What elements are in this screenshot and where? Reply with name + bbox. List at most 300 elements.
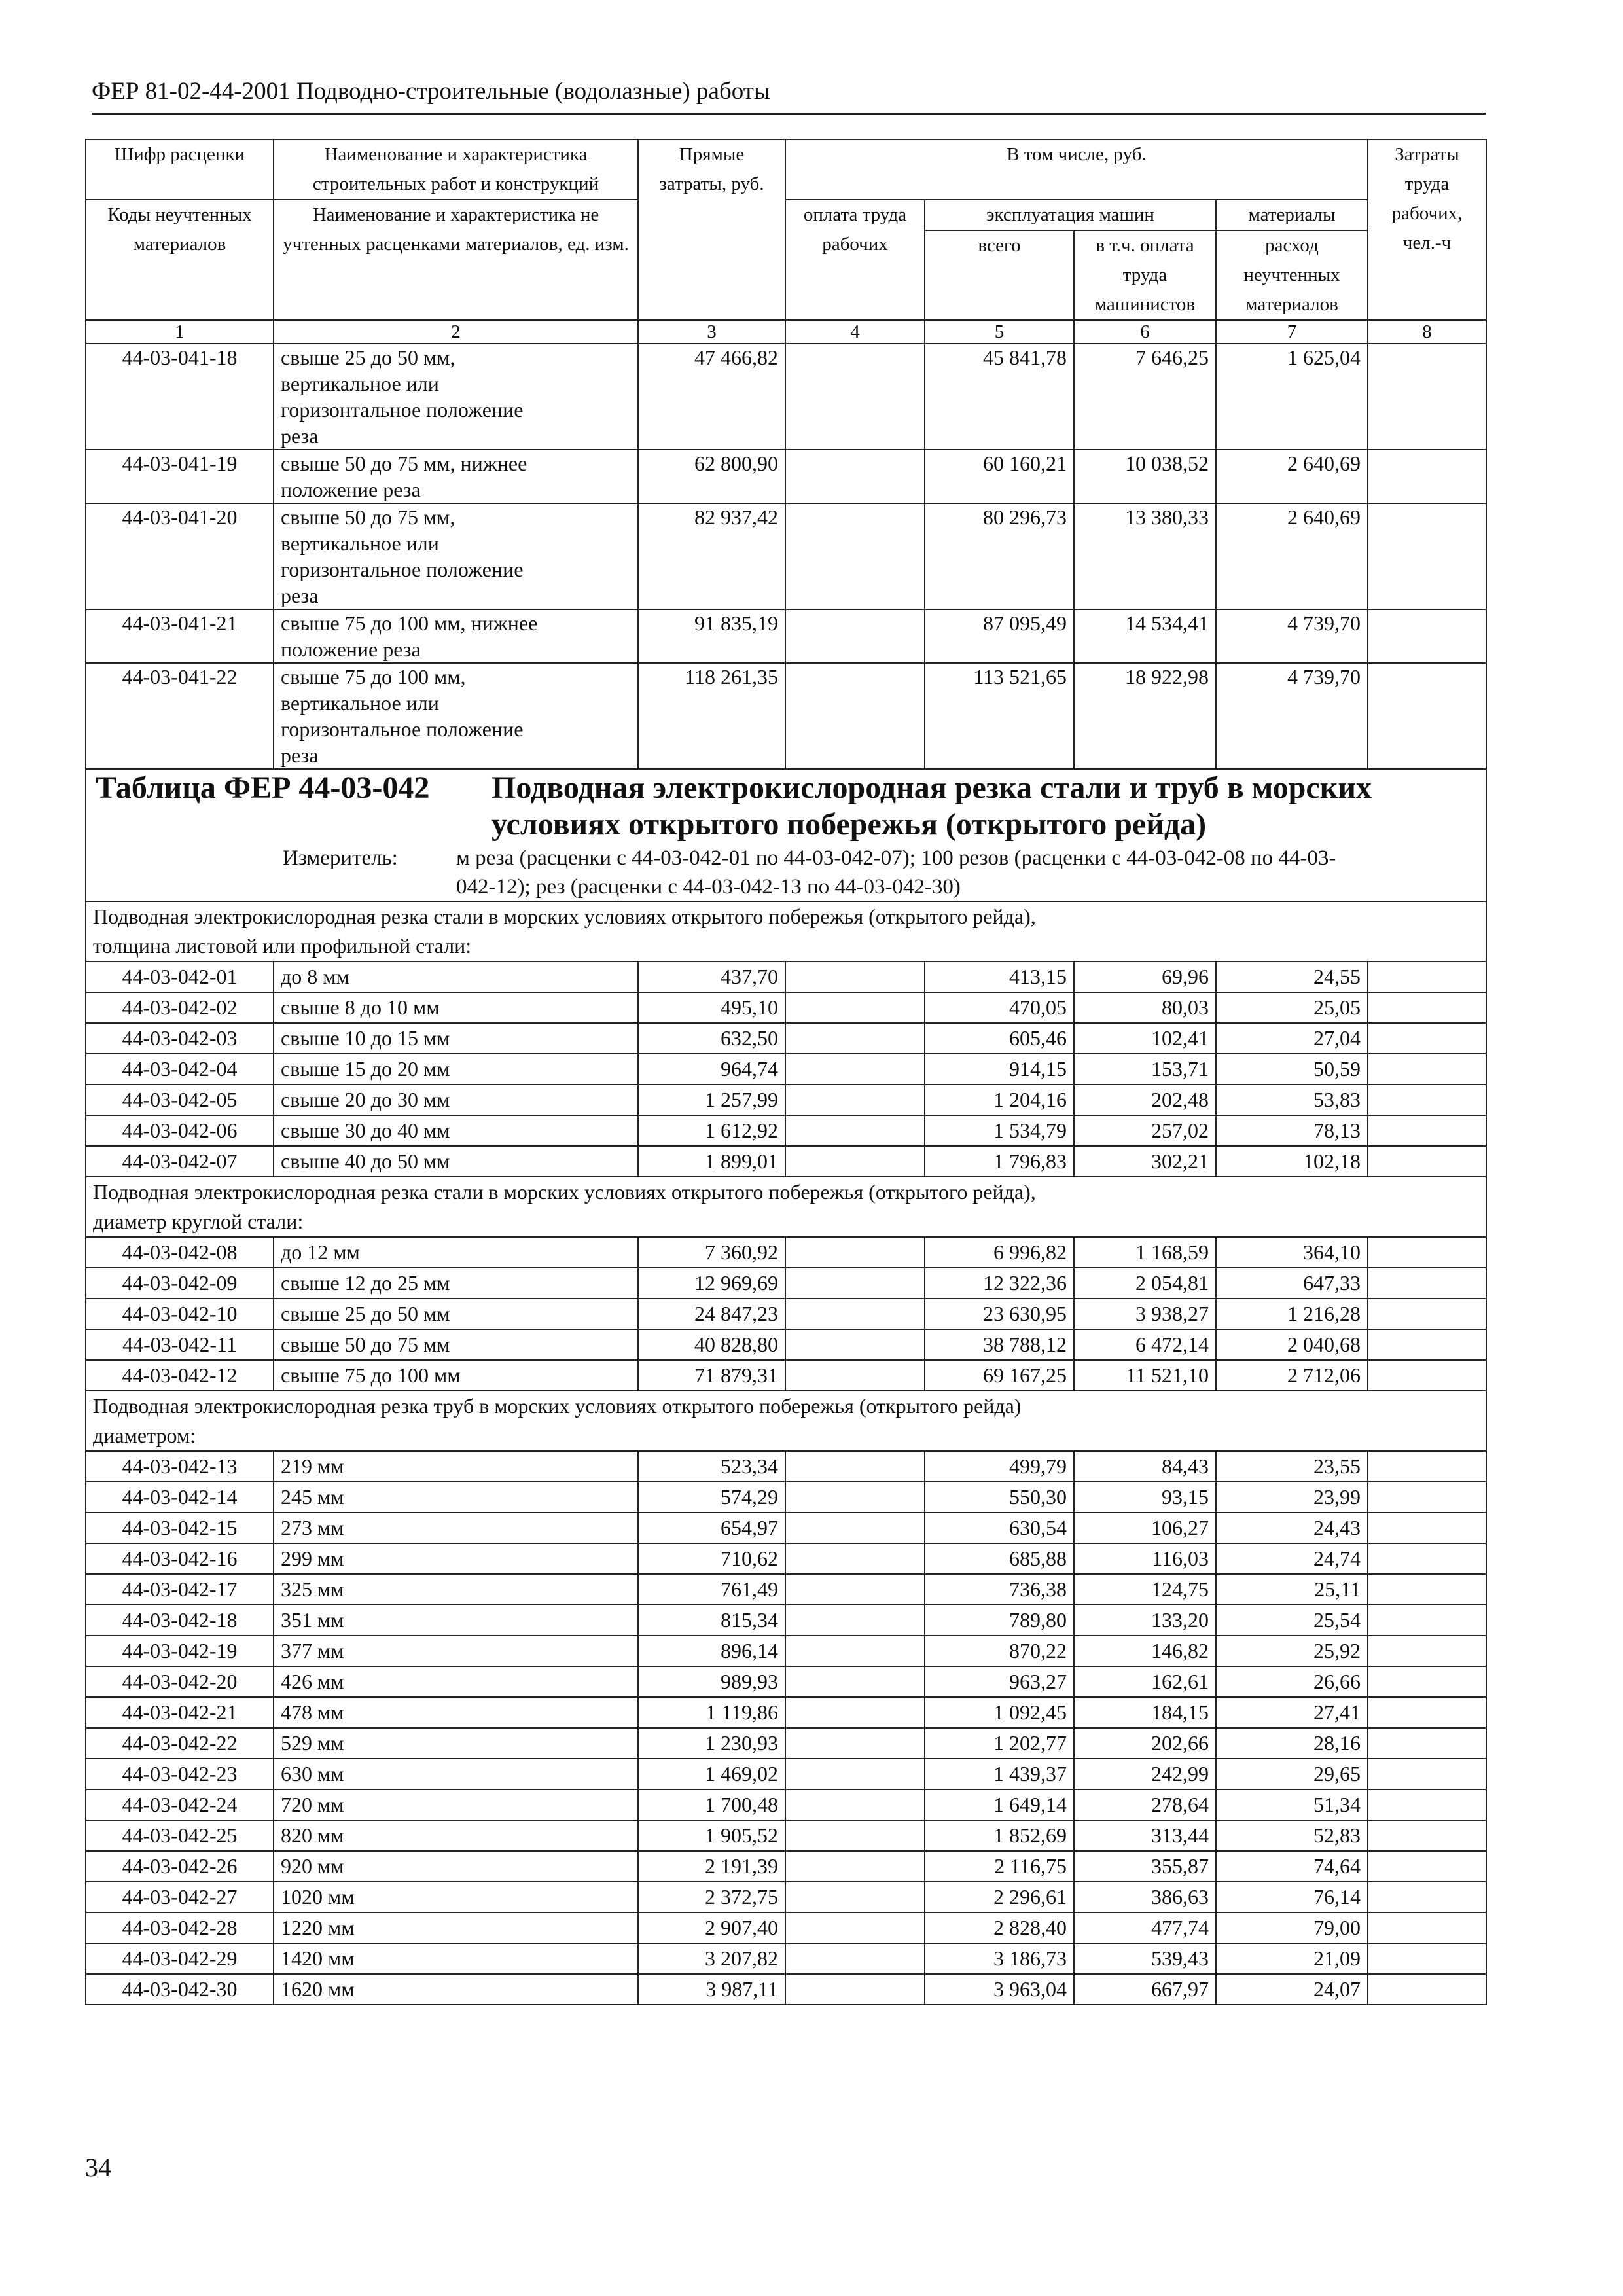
cell-code: 44-03-042-11 [86, 1329, 274, 1360]
table-row [86, 961, 1486, 992]
cell-description: 720 мм [274, 1789, 638, 1820]
cell-materials: 25,54 [1216, 1605, 1368, 1636]
cell-code: 44-03-042-05 [86, 1085, 274, 1115]
cell-machines-total: 1 534,79 [925, 1115, 1074, 1146]
header-direct-costs: Прямые затраты, руб. [638, 139, 785, 320]
cell-code: 44-03-042-06 [86, 1115, 274, 1146]
cell-code: 44-03-042-28 [86, 1912, 274, 1943]
cell-direct-costs: 1 230,93 [638, 1728, 785, 1759]
cell-direct-costs: 1 257,99 [638, 1085, 785, 1115]
description-line: вертикальное или [281, 531, 439, 555]
cell-wages [785, 1513, 925, 1543]
cell-labor [1368, 992, 1486, 1023]
cell-labor [1368, 1820, 1486, 1851]
cell-materials: 27,41 [1216, 1697, 1368, 1728]
cell-labor [1368, 1237, 1486, 1268]
cell-machines-wages: 69,96 [1074, 961, 1216, 992]
cell-code: 44-03-042-01 [86, 961, 274, 992]
cell-materials: 24,74 [1216, 1543, 1368, 1574]
cell-labor [1368, 1451, 1486, 1482]
cell-machines-wages: 11 521,10 [1074, 1360, 1216, 1391]
cell-direct-costs: 40 828,80 [638, 1329, 785, 1360]
cell-materials: 53,83 [1216, 1085, 1368, 1115]
cell-labor [1368, 1023, 1486, 1054]
header-including: В том числе, руб. [785, 139, 1368, 200]
cell-materials: 2 640,69 [1216, 450, 1368, 503]
cell-direct-costs: 12 969,69 [638, 1268, 785, 1299]
header-machines-total: всего [925, 230, 1074, 320]
cell-direct-costs: 91 835,19 [638, 609, 785, 663]
meter-line [93, 873, 1479, 901]
cell-labor [1368, 1759, 1486, 1789]
cell-machines-wages: 102,41 [1074, 1023, 1216, 1054]
cell-direct-costs: 523,34 [638, 1451, 785, 1482]
cell-machines-total: 60 160,21 [925, 450, 1074, 503]
description-line: свыше 25 до 50 мм, [281, 346, 455, 369]
table-row [86, 1513, 1486, 1543]
cell-wages [785, 1085, 925, 1115]
cell-machines-total: 470,05 [925, 992, 1074, 1023]
cell-materials: 25,92 [1216, 1636, 1368, 1666]
cell-code: 44-03-042-09 [86, 1268, 274, 1299]
table-title [86, 769, 1486, 901]
cell-wages [785, 1943, 925, 1974]
description-line: свыше 75 до 100 мм, нижнее [281, 611, 538, 635]
cell-wages [785, 1636, 925, 1666]
cell-description: 820 мм [274, 1820, 638, 1851]
cell-description: до 8 мм [274, 961, 638, 992]
cell-machines-wages: 10 038,52 [1074, 450, 1216, 503]
cell-materials: 24,43 [1216, 1513, 1368, 1543]
cell-code: 44-03-042-24 [86, 1789, 274, 1820]
cell-description [274, 450, 638, 503]
cell-code: 44-03-042-14 [86, 1482, 274, 1513]
cell-labor [1368, 1085, 1486, 1115]
cell-machines-total: 69 167,25 [925, 1360, 1074, 1391]
cell-labor [1368, 503, 1486, 609]
cell-wages [785, 1482, 925, 1513]
cell-materials: 21,09 [1216, 1943, 1368, 1974]
cell-description [274, 344, 638, 450]
cell-materials: 1 625,04 [1216, 344, 1368, 450]
cell-direct-costs: 2 191,39 [638, 1851, 785, 1882]
cell-machines-wages: 14 534,41 [1074, 609, 1216, 663]
table-row [86, 1789, 1486, 1820]
cell-wages [785, 1728, 925, 1759]
cell-description: 1220 мм [274, 1912, 638, 1943]
cell-direct-costs: 437,70 [638, 961, 785, 992]
cell-labor [1368, 1360, 1486, 1391]
cell-direct-costs: 1 905,52 [638, 1820, 785, 1851]
cell-direct-costs: 82 937,42 [638, 503, 785, 609]
table-row [86, 1360, 1486, 1391]
cell-materials: 23,55 [1216, 1451, 1368, 1482]
cell-machines-wages: 539,43 [1074, 1943, 1216, 1974]
cell-description: свыше 50 до 75 мм [274, 1329, 638, 1360]
cell-direct-costs: 7 360,92 [638, 1237, 785, 1268]
table-name: условиях открытого побережья (открытого рейда) [491, 807, 1207, 842]
cell-wages [785, 1054, 925, 1085]
cell-code: 44-03-042-25 [86, 1820, 274, 1851]
header-name-bottom: Наименование и характеристика не учтенных расценками материалов, ед. изм. [274, 200, 638, 320]
cell-materials: 2 640,69 [1216, 503, 1368, 609]
cell-description [274, 609, 638, 663]
cell-description: 219 мм [274, 1451, 638, 1482]
cell-wages [785, 1543, 925, 1574]
cell-direct-costs: 495,10 [638, 992, 785, 1023]
cell-wages [785, 1360, 925, 1391]
cell-wages [785, 1697, 925, 1728]
cell-machines-wages: 184,15 [1074, 1697, 1216, 1728]
cell-labor [1368, 1666, 1486, 1697]
cell-labor [1368, 344, 1486, 450]
cell-machines-wages: 146,82 [1074, 1636, 1216, 1666]
cell-machines-total: 38 788,12 [925, 1329, 1074, 1360]
cell-machines-wages: 278,64 [1074, 1789, 1216, 1820]
table-row [86, 1451, 1486, 1482]
table-title-line [93, 806, 1479, 843]
cell-machines-total: 550,30 [925, 1482, 1074, 1513]
cell-code: 44-03-042-29 [86, 1943, 274, 1974]
description-line: свыше 75 до 100 мм, [281, 665, 466, 689]
cell-description: 920 мм [274, 1851, 638, 1882]
cell-machines-total: 630,54 [925, 1513, 1074, 1543]
cell-wages [785, 1912, 925, 1943]
description-line: горизонтальное положение [281, 558, 524, 581]
cell-direct-costs: 632,50 [638, 1023, 785, 1054]
cell-code: 44-03-042-15 [86, 1513, 274, 1543]
table-row [86, 1146, 1486, 1177]
cell-wages [785, 961, 925, 992]
cell-code: 44-03-041-20 [86, 503, 274, 609]
cell-materials: 28,16 [1216, 1728, 1368, 1759]
cell-machines-wages: 667,97 [1074, 1974, 1216, 2005]
cell-materials: 23,99 [1216, 1482, 1368, 1513]
cell-labor [1368, 1789, 1486, 1820]
cell-materials: 51,34 [1216, 1789, 1368, 1820]
meter-label: Измеритель: [283, 846, 398, 870]
table-row [86, 1605, 1486, 1636]
cell-machines-total: 12 322,36 [925, 1268, 1074, 1299]
cell-labor [1368, 1054, 1486, 1085]
cell-wages [785, 609, 925, 663]
cell-wages [785, 1146, 925, 1177]
cell-machines-wages: 1 168,59 [1074, 1237, 1216, 1268]
cell-wages [785, 1605, 925, 1636]
cell-labor [1368, 1943, 1486, 1974]
cell-wages [785, 1851, 925, 1882]
cell-machines-wages: 6 472,14 [1074, 1329, 1216, 1360]
cell-direct-costs: 3 987,11 [638, 1974, 785, 2005]
cell-direct-costs: 1 899,01 [638, 1146, 785, 1177]
cell-machines-total: 2 296,61 [925, 1882, 1074, 1912]
cell-machines-wages: 313,44 [1074, 1820, 1216, 1851]
description-line: положение реза [281, 478, 421, 501]
cell-machines-total: 914,15 [925, 1054, 1074, 1085]
cell-machines-wages: 162,61 [1074, 1666, 1216, 1697]
cell-description: 478 мм [274, 1697, 638, 1728]
cell-machines-wages: 106,27 [1074, 1513, 1216, 1543]
cell-direct-costs: 815,34 [638, 1605, 785, 1636]
table-code: Таблица ФЕР 44-03-042 [96, 770, 430, 805]
table-row [86, 1697, 1486, 1728]
table-row [86, 1851, 1486, 1882]
cell-machines-total: 3 963,04 [925, 1974, 1074, 2005]
cell-machines-wages: 3 938,27 [1074, 1299, 1216, 1329]
cell-labor [1368, 1482, 1486, 1513]
cell-wages [785, 663, 925, 769]
table-row [86, 1329, 1486, 1360]
cell-description: 245 мм [274, 1482, 638, 1513]
cell-materials: 52,83 [1216, 1820, 1368, 1851]
cell-wages [785, 1268, 925, 1299]
meter-text: 042-12); рез (расценки с 44-03-042-13 по 44-03-042-30) [456, 875, 961, 899]
description-line: реза [281, 584, 319, 607]
cell-wages [785, 1329, 925, 1360]
cell-description: 630 мм [274, 1759, 638, 1789]
cell-description: свыше 12 до 25 мм [274, 1268, 638, 1299]
cell-direct-costs: 654,97 [638, 1513, 785, 1543]
cell-materials: 1 216,28 [1216, 1299, 1368, 1329]
description-line: горизонтальное положение [281, 398, 524, 422]
cell-description: свыше 40 до 50 мм [274, 1146, 638, 1177]
cell-machines-wages: 477,74 [1074, 1912, 1216, 1943]
cell-description: 426 мм [274, 1666, 638, 1697]
cell-machines-total: 113 521,65 [925, 663, 1074, 769]
cell-machines-total: 1 796,83 [925, 1146, 1074, 1177]
cell-wages [785, 1666, 925, 1697]
table-row [86, 1023, 1486, 1054]
cell-code: 44-03-042-17 [86, 1574, 274, 1605]
cell-machines-total: 789,80 [925, 1605, 1074, 1636]
cell-wages [785, 1820, 925, 1851]
table-row [86, 1054, 1486, 1085]
cell-description: 377 мм [274, 1636, 638, 1666]
cell-wages [785, 1299, 925, 1329]
description-line: реза [281, 744, 319, 767]
cell-direct-costs: 47 466,82 [638, 344, 785, 450]
table-row [86, 1636, 1486, 1666]
table-title-line [93, 770, 1479, 806]
cell-machines-wages: 18 922,98 [1074, 663, 1216, 769]
cell-wages [785, 1574, 925, 1605]
cell-direct-costs: 1 612,92 [638, 1115, 785, 1146]
description-line: вертикальное или [281, 372, 439, 395]
cell-materials: 29,65 [1216, 1759, 1368, 1789]
cell-description: 299 мм [274, 1543, 638, 1574]
cell-wages [785, 1882, 925, 1912]
section-title [86, 1177, 1486, 1237]
cell-materials: 647,33 [1216, 1268, 1368, 1299]
cell-labor [1368, 1329, 1486, 1360]
header-materials-sub: расход неучтенных материалов [1216, 230, 1368, 320]
cell-materials: 102,18 [1216, 1146, 1368, 1177]
cell-direct-costs: 989,93 [638, 1666, 785, 1697]
cell-machines-total: 1 439,37 [925, 1759, 1074, 1789]
cell-description: свыше 15 до 20 мм [274, 1054, 638, 1085]
cell-direct-costs: 964,74 [638, 1054, 785, 1085]
cell-materials: 25,11 [1216, 1574, 1368, 1605]
table-row [86, 992, 1486, 1023]
column-number: 7 [1216, 320, 1368, 344]
cell-code: 44-03-041-19 [86, 450, 274, 503]
description-line: положение реза [281, 637, 421, 661]
cell-machines-total: 2 828,40 [925, 1912, 1074, 1943]
table-row [86, 1299, 1486, 1329]
cell-machines-total: 80 296,73 [925, 503, 1074, 609]
cell-code: 44-03-042-19 [86, 1636, 274, 1666]
table-code-spacer [93, 806, 491, 843]
cell-direct-costs: 1 700,48 [638, 1789, 785, 1820]
cell-machines-wages: 133,20 [1074, 1605, 1216, 1636]
cell-description: 325 мм [274, 1574, 638, 1605]
cell-machines-wages: 302,21 [1074, 1146, 1216, 1177]
header-machines: эксплуатация машин [925, 200, 1216, 230]
cell-labor [1368, 1851, 1486, 1882]
section-title-line: Подводная электрокислородная резка стали в морских условиях открытого побережья (открытого рейда), [93, 1180, 1036, 1204]
cell-description [274, 503, 638, 609]
description-line: свыше 50 до 75 мм, [281, 505, 455, 529]
cell-materials: 50,59 [1216, 1054, 1368, 1085]
cell-direct-costs: 71 879,31 [638, 1360, 785, 1391]
header-name-top: Наименование и характеристика строительных работ и конструкций [274, 139, 638, 200]
cell-description: свыше 30 до 40 мм [274, 1115, 638, 1146]
cell-code: 44-03-042-20 [86, 1666, 274, 1697]
cell-machines-wages: 202,66 [1074, 1728, 1216, 1759]
meter-text: м реза (расценки с 44-03-042-01 по 44-03-042-07); 100 резов (расценки с 44-03-042-08 по 44-03- [456, 846, 1336, 870]
section-title-line: толщина листовой или профильной стали: [93, 934, 472, 958]
cell-description: 1620 мм [274, 1974, 638, 2005]
cell-machines-total: 870,22 [925, 1636, 1074, 1666]
table-row [86, 1820, 1486, 1851]
cell-wages [785, 1023, 925, 1054]
cell-labor [1368, 1636, 1486, 1666]
cell-code: 44-03-042-22 [86, 1728, 274, 1759]
cell-description: 273 мм [274, 1513, 638, 1543]
cell-wages [785, 344, 925, 450]
cell-code: 44-03-041-22 [86, 663, 274, 769]
cell-materials: 24,07 [1216, 1974, 1368, 2005]
cell-code: 44-03-042-23 [86, 1759, 274, 1789]
column-number: 5 [925, 320, 1074, 344]
cell-machines-total: 685,88 [925, 1543, 1074, 1574]
meter-label-spacer [93, 873, 456, 901]
cell-machines-wages: 116,03 [1074, 1543, 1216, 1574]
cell-materials: 25,05 [1216, 992, 1368, 1023]
cell-description: свыше 8 до 10 мм [274, 992, 638, 1023]
column-number: 8 [1368, 320, 1486, 344]
cell-machines-total: 45 841,78 [925, 344, 1074, 450]
cell-code: 44-03-042-03 [86, 1023, 274, 1054]
description-line: свыше 50 до 75 мм, нижнее [281, 452, 527, 475]
price-table [85, 139, 1487, 2005]
column-number: 2 [274, 320, 638, 344]
column-number: 3 [638, 320, 785, 344]
column-number: 1 [86, 320, 274, 344]
page-header: ФЕР 81-02-44-2001 Подводно-строительные (водолазные) работы [92, 77, 1486, 115]
cell-machines-total: 1 649,14 [925, 1789, 1074, 1820]
cell-materials: 79,00 [1216, 1912, 1368, 1943]
cell-code: 44-03-042-08 [86, 1237, 274, 1268]
cell-machines-total: 736,38 [925, 1574, 1074, 1605]
cell-labor [1368, 1912, 1486, 1943]
cell-machines-wages: 355,87 [1074, 1851, 1216, 1882]
cell-machines-total: 1 092,45 [925, 1697, 1074, 1728]
section-title-line: Подводная электрокислородная резка стали в морских условиях открытого побережья (открытого рейда), [93, 905, 1036, 928]
cell-direct-costs: 2 372,75 [638, 1882, 785, 1912]
cell-labor [1368, 1513, 1486, 1543]
cell-direct-costs: 761,49 [638, 1574, 785, 1605]
header-materials: материалы [1216, 200, 1368, 230]
cell-machines-total: 23 630,95 [925, 1299, 1074, 1329]
cell-description: 1020 мм [274, 1882, 638, 1912]
cell-labor [1368, 450, 1486, 503]
cell-code: 44-03-042-13 [86, 1451, 274, 1482]
cell-machines-total: 3 186,73 [925, 1943, 1074, 1974]
cell-description: до 12 мм [274, 1237, 638, 1268]
cell-description: 1420 мм [274, 1943, 638, 1974]
table-row [86, 1115, 1486, 1146]
cell-code: 44-03-042-26 [86, 1851, 274, 1882]
table-row [86, 1943, 1486, 1974]
cell-labor [1368, 1697, 1486, 1728]
cell-materials: 2 712,06 [1216, 1360, 1368, 1391]
cell-machines-wages: 13 380,33 [1074, 503, 1216, 609]
section-title-line: диаметр круглой стали: [93, 1210, 304, 1233]
cell-labor [1368, 1146, 1486, 1177]
cell-machines-total: 1 204,16 [925, 1085, 1074, 1115]
table-name: Подводная электрокислородная резка стали и труб в морских [491, 770, 1372, 805]
cell-wages [785, 1974, 925, 2005]
section-title [86, 1391, 1486, 1451]
cell-code: 44-03-041-21 [86, 609, 274, 663]
cell-materials: 76,14 [1216, 1882, 1368, 1912]
section-title-line: Подводная электрокислородная резка труб в морских условиях открытого побережья (открытого рейда) [93, 1394, 1022, 1418]
cell-materials: 2 040,68 [1216, 1329, 1368, 1360]
header-machines-wages: в т.ч. оплата труда машинистов [1074, 230, 1216, 320]
page-number: 34 [85, 2153, 111, 2182]
cell-materials: 26,66 [1216, 1666, 1368, 1697]
cell-description: свыше 20 до 30 мм [274, 1085, 638, 1115]
table-row [86, 1237, 1486, 1268]
cell-machines-wages: 7 646,25 [1074, 344, 1216, 450]
column-number: 6 [1074, 320, 1216, 344]
table-row [86, 1759, 1486, 1789]
description-line: горизонтальное положение [281, 717, 524, 741]
cell-description: свыше 10 до 15 мм [274, 1023, 638, 1054]
cell-machines-total: 605,46 [925, 1023, 1074, 1054]
cell-direct-costs: 896,14 [638, 1636, 785, 1666]
section-title [86, 901, 1486, 961]
cell-code: 44-03-041-18 [86, 344, 274, 450]
cell-machines-wages: 80,03 [1074, 992, 1216, 1023]
cell-wages [785, 503, 925, 609]
cell-labor [1368, 1605, 1486, 1636]
table-row [86, 1728, 1486, 1759]
cell-labor [1368, 1299, 1486, 1329]
cell-code: 44-03-042-02 [86, 992, 274, 1023]
cell-materials: 4 739,70 [1216, 609, 1368, 663]
cell-labor [1368, 1574, 1486, 1605]
cell-code: 44-03-042-04 [86, 1054, 274, 1085]
cell-materials: 364,10 [1216, 1237, 1368, 1268]
header-labor: Затраты труда рабочих, чел.-ч [1368, 139, 1486, 320]
table-row [86, 1482, 1486, 1513]
cell-machines-total: 413,15 [925, 961, 1074, 992]
cell-wages [785, 1789, 925, 1820]
cell-code: 44-03-042-12 [86, 1360, 274, 1391]
cell-direct-costs: 3 207,82 [638, 1943, 785, 1974]
